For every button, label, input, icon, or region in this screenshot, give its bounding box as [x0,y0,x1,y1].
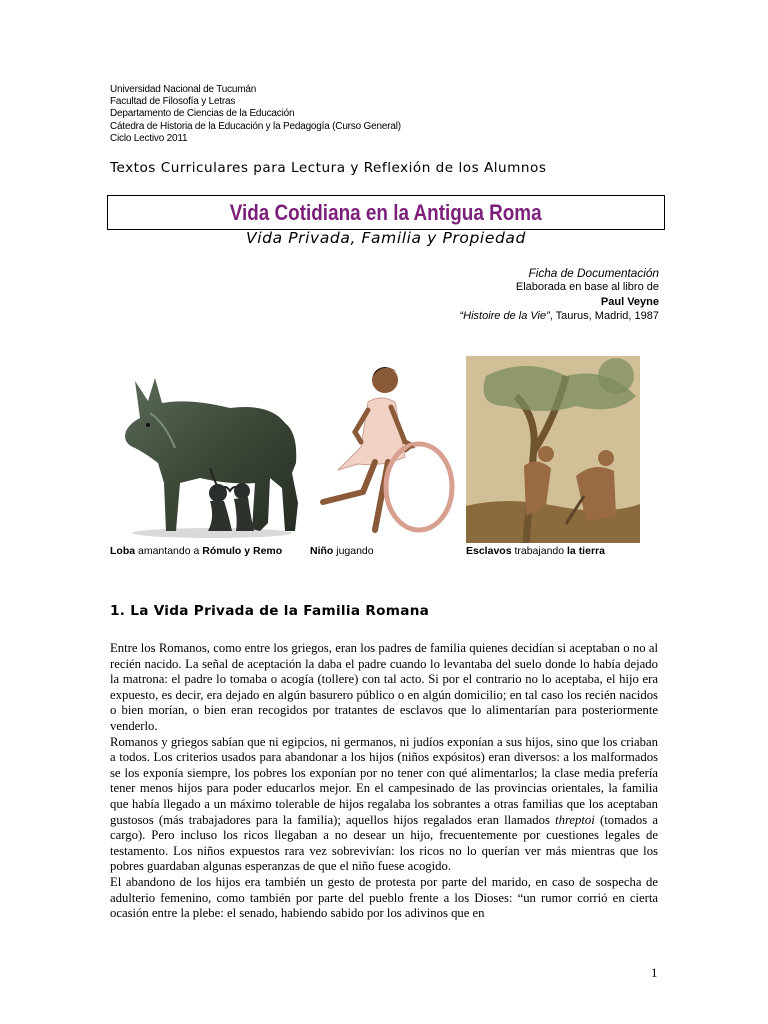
page-number: 1 [651,965,658,980]
header-line-faculty: Facultad de Filosofía y Letras [110,96,236,108]
caption-boy: Niño jugando [310,545,374,557]
document-title: Vida Cotidiana en la Antigua Roma [230,200,542,225]
header-line-department: Departamento de Ciencias de la Educación [110,108,295,120]
institution-header [110,84,530,145]
italic-term: threptoi [555,812,595,827]
header-line-university: Universidad Nacional de Tucumán [110,84,257,95]
ficha-author: Paul Veyne [600,295,659,308]
ficha-book [459,309,659,323]
header-line-chair: Cátedra de Historia de la Educación y la Pedagogía (Curso General) [110,120,401,132]
section-heading: 1. La Vida Privada de la Familia Romana [110,603,430,619]
paragraph: El abandono de los hijos era también un gesto de protesta por parte del marido, en caso de sospecha de adulterio femenino, como también por parte del pueblo frente a los Dioses: “un rumor corrió en cierta ocasión entre la plebe: el senado, habiendo sabido por los adivinos que en [110,874,658,921]
title-box [107,195,665,230]
ficha-book-publisher: , Taurus, Madrid, 1987 [549,310,659,323]
ficha-label: Ficha de Documentación [528,266,659,280]
header-line-cycle: Ciclo Lectivo 2011 [110,132,188,144]
caption-wolf: Loba amantando a Rómulo y Remo [110,545,283,557]
series-title: Textos Curriculares para Lectura y Reflexión de los Alumnos [110,160,547,176]
paragraph: Entre los Romanos, como entre los griegos, eran los padres de familia quienes decidían si aceptaban o no al recién nacido. La señal de aceptación la daba el padre cuando lo levantaba del suelo donde lo había dejado la matrona: el padre lo tomaba o acogía (tollere) con tal acto. Si por el contrario no lo aceptaba, el hijo era expuesto, es decir, era dejado en algún basurero público o en algún domicilio; en tal caso los recién nacidos o bien morían, o bien eran recogidos por tratantes de esclavos que lo alimentarían para posteriormente venderlo. [110,641,658,733]
wolf-statue-image [120,373,305,538]
source-reference [459,266,659,324]
paragraph: Romanos y griegos sabían que ni egipcios, ni germanos, ni judíos exponían a sus hijos, sino que los criaban a todos. Los criterios usados para abandonar a los hijos (niños expósitos) eran diversos: a los malformados se los exponía siempre, los pobres los exponían por no tener con qué alimentarlos; la clase media prefería tener menos hijos para poder educarlos mejor. En el campesinado de las provincias orientales, la familia que había llegado a un máximo tolerable de hijos regalaba los sobrantes a otras familias que los aceptaban gustosos (más trabajadores para la familia); aquellos hijos regalados eran llamados threptoi (tomados a cargo). Pero incluso los ricos llegaban a no desear un hijo, frecuentemente por cuestiones legales de testamento. Los niños expuestos rara vez sobrevivían: los ricos no lo querían ver más mientras que los pobres guardaban algunas esperanzas de que el niño fuese acogido. [110,734,658,874]
document-subtitle: Vida Privada, Familia y Propiedad [246,229,526,247]
ficha-based-on: Elaborada en base al libro de [515,281,659,294]
boy-playing-image [313,362,463,537]
slaves-working-image [466,356,640,543]
caption-slaves: Esclavos trabajando la tierra [466,545,605,557]
body-text [110,641,658,922]
ficha-book-title: “Histoire de la Vie” [459,310,550,323]
